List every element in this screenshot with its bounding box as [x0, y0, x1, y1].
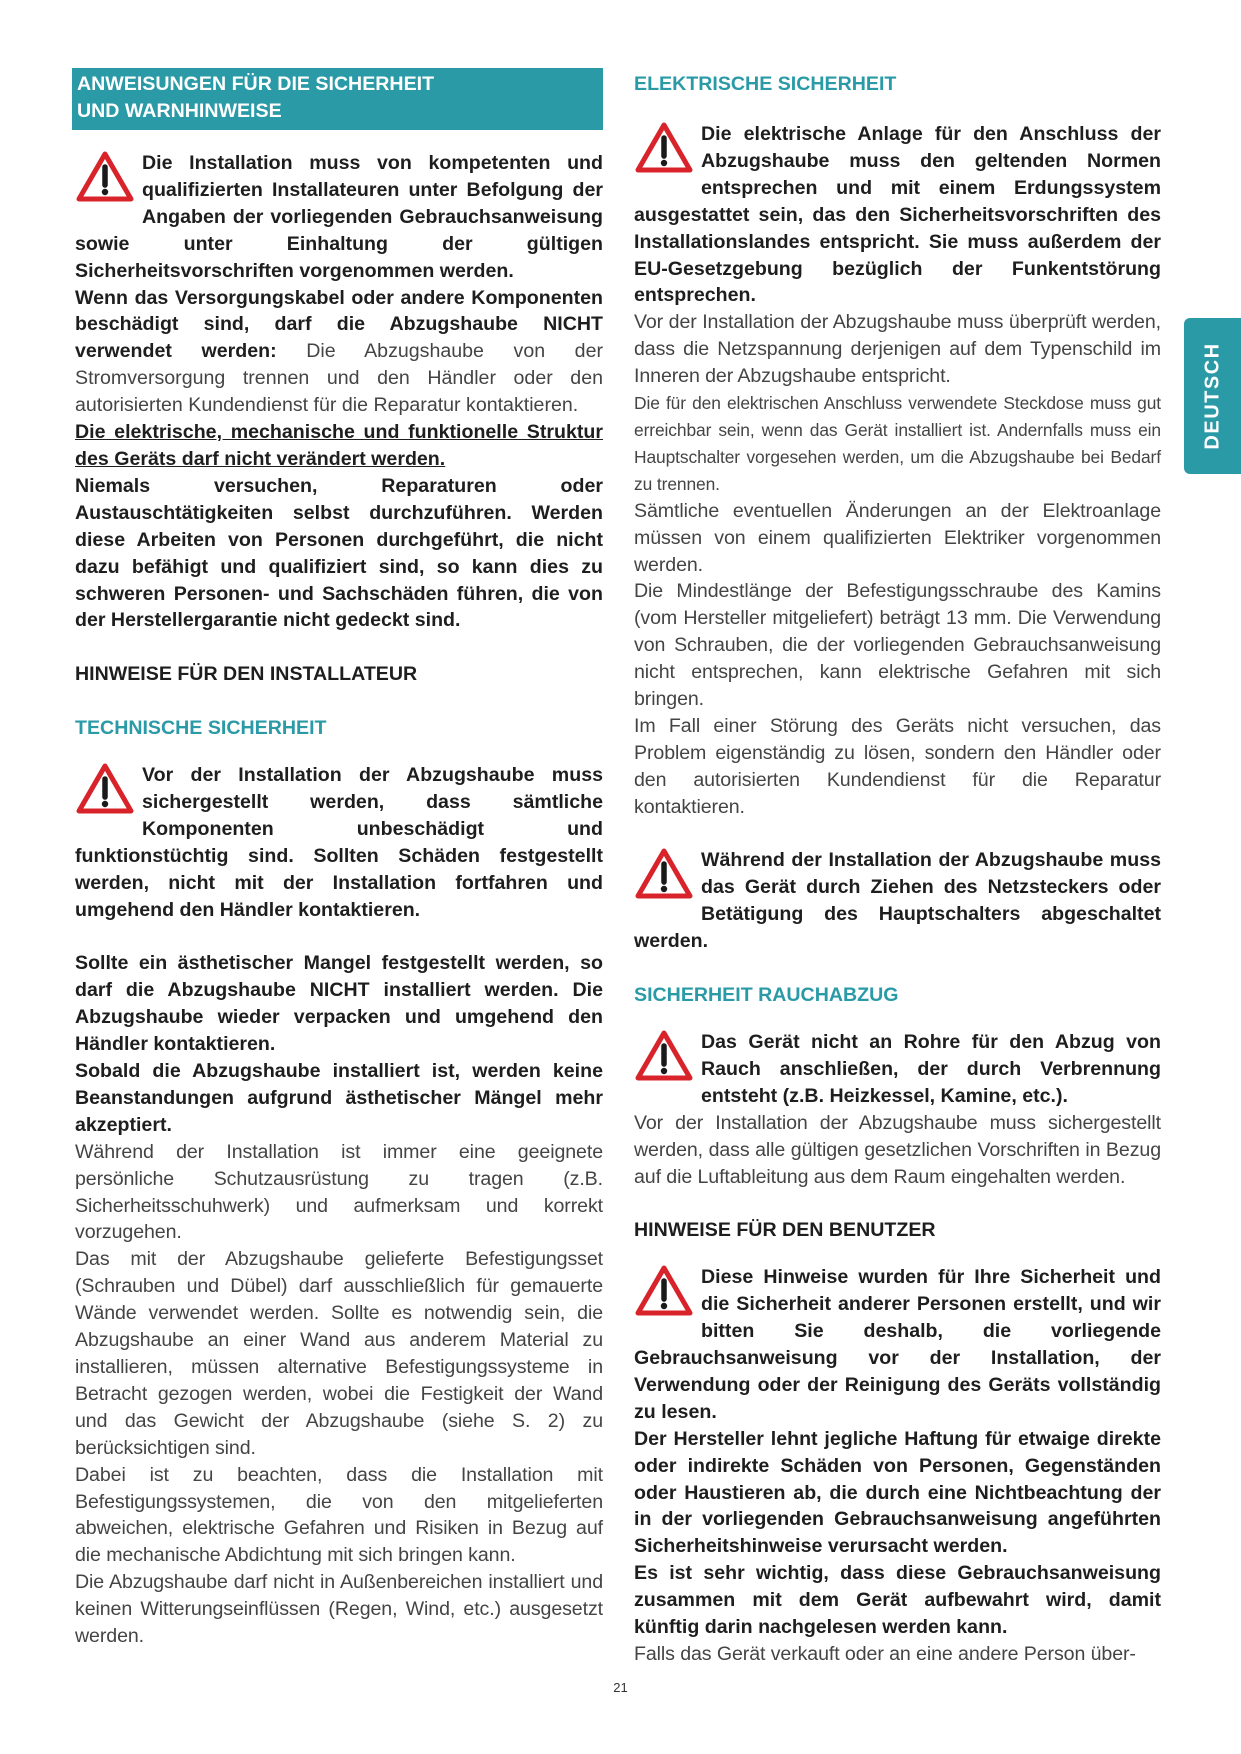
page-number: 21	[613, 1680, 628, 1695]
warning-triangle-icon	[634, 1029, 694, 1083]
structure-paragraph: Die elektrische, mechanische und funktionelle Struktur des Geräts darf nicht verändert werden.	[75, 421, 603, 470]
warning-installation	[75, 150, 603, 285]
fixing-paragraph: Das mit der Abzugshaube gelieferte Befestigungsset (Schrauben und Dübel) darf ausschließlich für gemauerte Wände verwendet werden. Sollte es notwendig sein, die Abzugshaube an einer Wand aus anderem Material zu installieren, müssen alternative Befestigungssysteme in Betracht gezogen werden, wobei die Festigkeit der Wand und das Gewicht der Abzugshaube (siehe S. 2) zu berücksichtigen sind.	[75, 1248, 603, 1459]
keep-paragraph: Es ist sehr wichtig, dass diese Gebrauchsanweisung zusammen mit dem Gerät aufbewahrt wird, damit künftig darin nachgelesen werden kann.	[634, 1562, 1161, 1639]
warning-text: Während der Installation der Abzugshaube muss das Gerät durch Ziehen des Netzsteckers oder Betätigung des Hauptschalters abgeschaltet werden.	[634, 849, 1161, 953]
fault-paragraph: Im Fall einer Störung des Geräts nicht versuchen, das Problem eigenständig zu lösen, sondern den Händler oder den autorisierten Kundendienst für die Reparatur kontaktieren.	[634, 714, 1161, 818]
screw-paragraph: Die Mindestlänge der Befestigungsschraube des Kamins (vom Hersteller mitgeliefert) beträgt 13 mm. Die Verwendung von Schrauben, die der vorliegenden Gebrauchsanweisung nicht entsprechen, kann elektrische Gefahren mit sich bringen.	[634, 580, 1161, 711]
changes-paragraph: Sämtliche eventuellen Änderungen an der Elektroanlage müssen von einem qualifizierten Elektriker vorgenommen werden.	[634, 499, 1161, 576]
warning-components	[75, 762, 603, 923]
outdoor-paragraph: Die Abzugshaube darf nicht in Außenbereichen installiert und keinen Witterungseinflüssen (Regen, Wind, etc.) ausgesetzt werden.	[75, 1571, 603, 1648]
warning-smoke	[634, 1029, 1161, 1110]
section-banner	[72, 68, 603, 130]
aesthetic-paragraph: Sollte ein ästhetischer Mangel festgestellt werden, so darf die Abzugshaube NICHT installiert werden. Die Abzugshaube wieder verpacken und umgehend den Händler kontaktieren.	[75, 952, 603, 1056]
warning-electrical	[634, 121, 1161, 309]
warning-disconnect	[634, 847, 1161, 955]
exhaust-paragraph: Vor der Installation der Abzugshaube muss sichergestellt werden, dass alle gültigen gesetzlichen Vorschriften in Bezug auf die Luftableitung aus dem Raum eingehalten werden.	[634, 1111, 1161, 1188]
voltage-paragraph: Vor der Installation der Abzugshaube muss überprüft werden, dass die Netzspannung derjenigen auf dem Typenschild im Inneren der Abzugshaube entspricht.	[634, 311, 1161, 388]
socket-paragraph: Die für den elektrischen Anschluss verwendete Steckdose muss gut erreichbar sein, wenn das Gerät installiert ist. Andernfalls muss ein Hauptschalter vorgesehen werden, um die Abzugshaube bei Bedarf zu trennen.	[634, 393, 1161, 494]
installer-heading: HINWEISE FÜR DEN INSTALLATEUR	[75, 663, 418, 686]
warning-triangle-icon	[75, 762, 135, 816]
right-column	[634, 68, 1161, 1668]
sold-paragraph: Falls das Gerät verkauft oder an eine andere Person über-	[634, 1642, 1136, 1665]
warning-triangle-icon	[75, 150, 135, 204]
warning-text: Die Installation muss von kompetenten und qualifizierten Installateuren unter Befolgung der Angaben der vorliegenden Gebrauchsanweisung sowie unter Einhaltung der gültigen Sicherheitsvorschriften vorgenommen werden.	[75, 152, 603, 282]
liability-paragraph: Der Hersteller lehnt jegliche Haftung für etwaige direkte oder indirekte Schäden von Personen, Gegenständen oder Haustieren ab, die durch eine Nichtbeachtung der in der vorliegenden Gebrauchsanweisung angeführten Sicherheitshinweise verursacht werden.	[634, 1427, 1161, 1558]
warning-text: Die elektrische Anlage für den Anschluss der Abzugshaube muss den geltenden Normen entsprechen und mit einem Erdungssystem ausgestattet sein, das den Sicherheitsvorschriften des Installationslandes entspricht. Sie muss außerdem der EU-Gesetzgebung bezüglich der Funkentstörung entsprechen.	[634, 123, 1161, 307]
banner-line-2: UND WARNHINWEISE	[77, 100, 282, 122]
language-tab	[1184, 318, 1241, 474]
warning-text: Diese Hinweise wurden für Ihre Sicherheit und die Sicherheit anderer Personen erstellt, und wir bitten Sie deshalb, die vorliegende Gebrauchsanweisung vor der Installation, der Verwendung oder der Reinigung des Geräts vollständig zu lesen.	[634, 1266, 1161, 1423]
warning-text: Das Gerät nicht an Rohre für den Abzug von Rauch anschließen, der durch Verbrennung entsteht (z.B. Heizkessel, Kamine, etc.).	[701, 1030, 1161, 1107]
warning-triangle-icon	[634, 1264, 694, 1318]
cable-bold: Wenn das Versorgungskabel oder andere Komponenten beschädigt sind, darf die Abzugshaube NICHT verwendet werden:	[75, 286, 603, 363]
complaints-paragraph: Sobald die Abzugshaube installiert ist, werden keine Beanstandungen aufgrund ästhetischer Mängel mehr akzeptiert.	[75, 1060, 603, 1136]
warning-text: Vor der Installation der Abzugshaube muss sichergestellt werden, dass sämtliche Komponenten unbeschädigt und funktionstüchtig sind. Sollten Schäden festgestellt werden, nicht mit der Installation fortfahren und umgehend den Händler kontaktieren.	[75, 764, 603, 921]
warning-triangle-icon	[634, 121, 694, 175]
ppe-paragraph: Während der Installation ist immer eine geeignete persönliche Schutzausrüstung zu tragen (z.B. Sicherheitsschuhwerk) und aufmerksam und korrekt vorzugehen.	[75, 1140, 603, 1244]
elec-heading: ELEKTRISCHE SICHERHEIT	[634, 73, 897, 95]
fixing-risk-paragraph: Dabei ist zu beachten, dass die Installation mit Befestigungssystemen, die von den mitgelieferten abweichen, elektrische Gefahren und Risiken in Bezug auf die mechanische Abdichtung mit sich bringen kann.	[75, 1463, 603, 1567]
language-tab-label: DEUTSCH	[1201, 342, 1223, 450]
warning-read-manual	[634, 1264, 1161, 1425]
left-column	[75, 68, 603, 1650]
repairs-paragraph: Niemals versuchen, Reparaturen oder Austauschtätigkeiten selbst durchzuführen. Werden diese Arbeiten von Personen durchgeführt, die nicht dazu befähigt und qualifiziert sind, so kann dies zu schweren Personen- und Sachschäden führen, die von der Herstellergarantie nicht gedeckt sind.	[75, 474, 603, 632]
smoke-heading: SICHERHEIT RAUCHABZUG	[634, 983, 899, 1006]
cable-paragraph	[75, 285, 603, 420]
user-heading: HINWEISE FÜR DEN BENUTZER	[634, 1219, 936, 1242]
warning-triangle-icon	[634, 847, 694, 901]
banner-line-1: ANWEISUNGEN FÜR DIE SICHERHEIT	[77, 73, 435, 95]
cable-light: Die Abzugshaube von der Stromversorgung trennen und den Händler oder den autorisierten Kundendienst für die Reparatur kontaktieren.	[75, 340, 604, 417]
tech-heading: TECHNISCHE SICHERHEIT	[75, 717, 327, 740]
